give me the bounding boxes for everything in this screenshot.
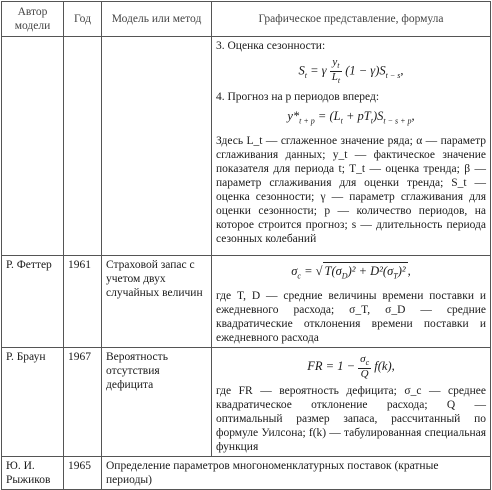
author-cell (2, 37, 64, 256)
header-author: Автор модели (2, 2, 64, 37)
table-row (2, 256, 491, 348)
table-row (2, 456, 491, 489)
step-4-title: 4. Прогноз на p периодов вперед: (216, 91, 380, 104)
year-cell: 1965 (64, 456, 102, 489)
formula-safety-stock: $\sigma_c$ = √ $T(\sigma_D)^2 + D^2(\sigma_T)^2$ , (216, 262, 486, 285)
formula-fill-rate: FR = 1 − $\frac{\sigma_c}{Q}$ f(k), (307, 352, 395, 380)
author-cell: Р. Феттер (2, 256, 64, 348)
author-cell: Ю. И. Рыжиков (2, 456, 64, 489)
model-cell: Вероятность отсутствия дефицита (102, 347, 212, 456)
formula-cell (212, 256, 491, 348)
author-cell: Р. Браун (2, 347, 64, 456)
year-cell (64, 37, 102, 256)
models-table (1, 1, 491, 490)
model-cell: Определение параметров многономенклатурных поставок (кратные периоды) (102, 456, 491, 489)
description-text: Здесь L_t — сглаженное значение ряда; α — параметр сглаживания данных; y_t — фактическое значение показателя для периода t; T_t — оценка тренда; β — параметр сглаживания для оценки тренда; S_t — оценка сезонности; γ — параметр сглаживания для оценки сезонности; p — количество периодов, на которое строится прогноз; s — длительность периода сезонных колебаний (216, 134, 486, 245)
header-row (2, 2, 491, 37)
table-row (2, 347, 491, 456)
model-cell (102, 37, 212, 256)
header-formula: Графическое представление, формула (212, 2, 491, 37)
formula-seasonality: $S_t = \gamma$ $\frac{y_t}{L_t}$ $(1 - \gamma)S_{t - s}$, (298, 56, 404, 86)
description-text: где FR — вероятность дефицита; σ_c — среднее квадратическое отклонение расхода; Q — оптимальный размер запаса, рассчитанный по формуле Уилсона; f(k) — табулированная специальная функция (216, 384, 486, 453)
formula-forecast: $y*_{t + p} = (L_t + pT_t)S_{t - s + p}$, (287, 109, 415, 126)
formula-cell (212, 37, 491, 256)
model-cell: Страховой запас с учетом двух случайных величин (102, 256, 212, 348)
table-row (2, 37, 491, 256)
year-cell: 1961 (64, 256, 102, 348)
header-model: Модель или метод (102, 2, 212, 37)
year-cell: 1967 (64, 347, 102, 456)
description-text: где T, D — средние величины времени поставки и ежедневного расхода; σ_T, σ_D — средние квадратические отклонения времени поставки и ежедневного расхода (216, 289, 486, 344)
step-3-title: 3. Оценка сезонности: (216, 40, 326, 52)
header-year: Год (64, 2, 102, 37)
fraction: $\frac{\sigma_c}{Q}$ (360, 352, 370, 380)
formula-cell (212, 347, 491, 456)
fraction: $\frac{y_t}{L_t}$ (331, 56, 341, 86)
